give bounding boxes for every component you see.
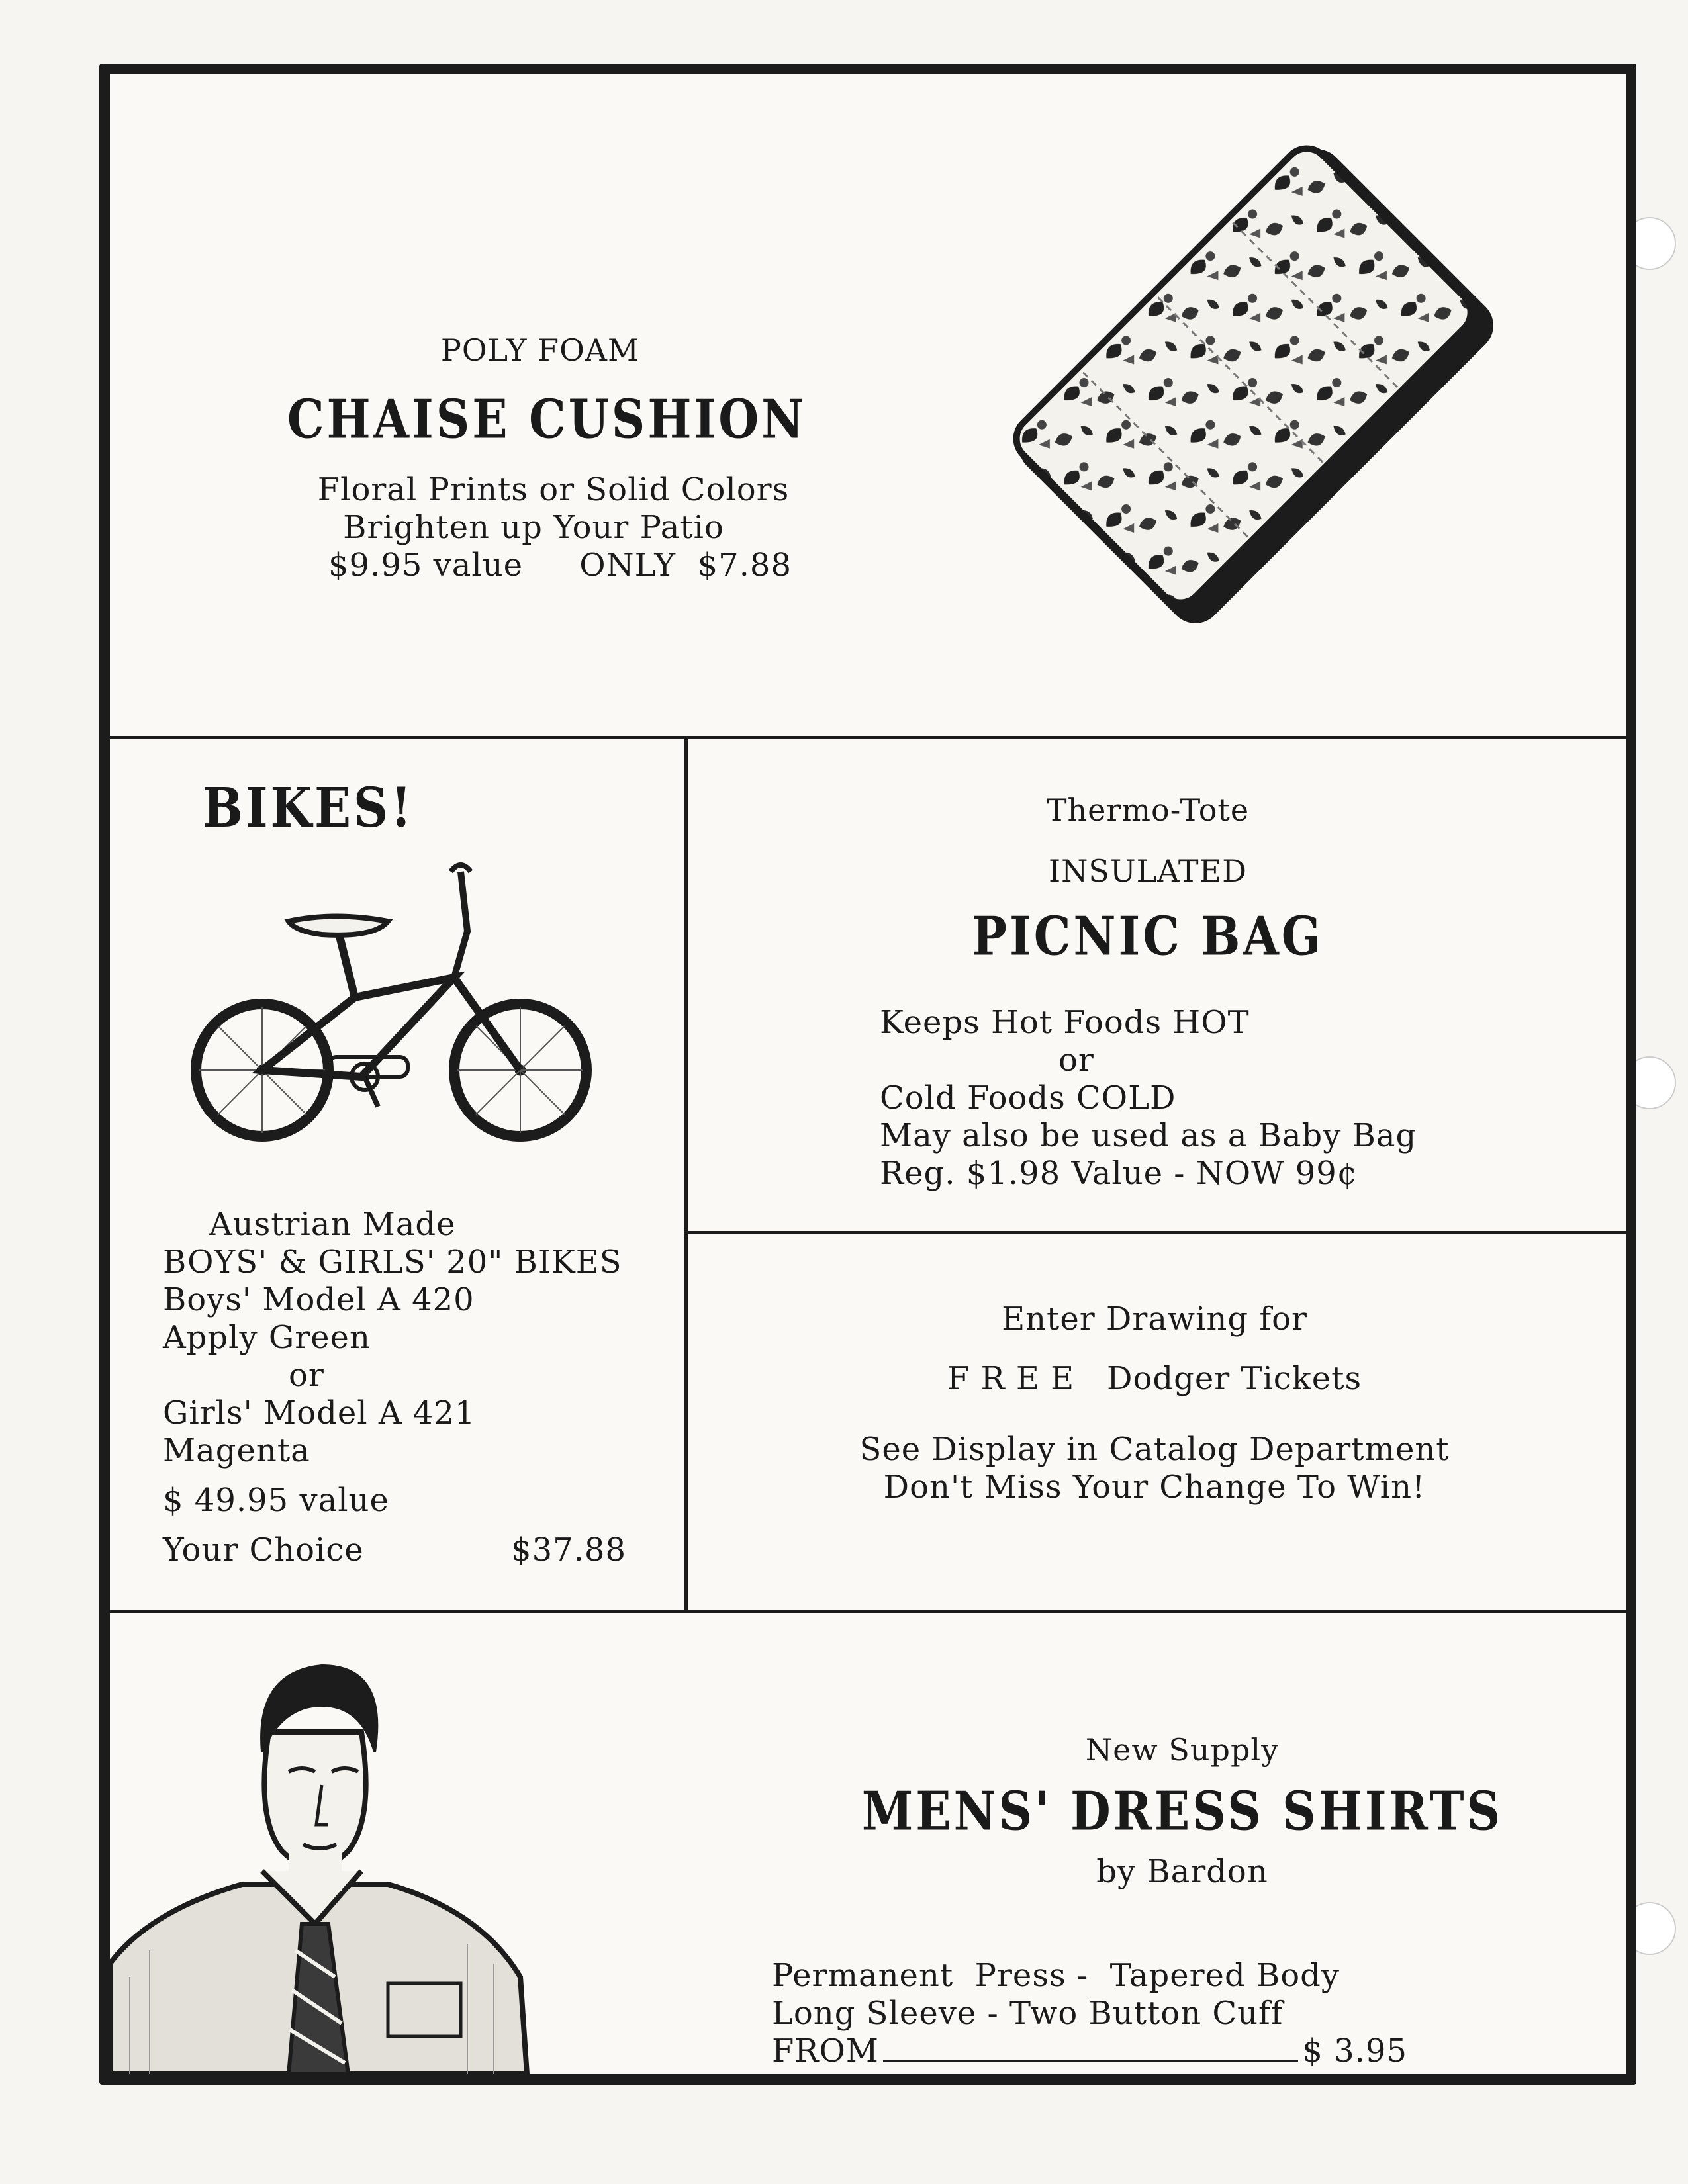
drawing-line-1: Enter Drawing for (1002, 1300, 1307, 1338)
bikes-headline: BIKES! (203, 774, 414, 840)
cushion-headline: CHAISE CUSHION (287, 387, 807, 451)
shirts-line-1: Permanent Press - Tapered Body (772, 1957, 1340, 1994)
bikes-line-1: BOYS' & GIRLS' 20" BIKES (163, 1244, 622, 1281)
bikes-panel (110, 739, 684, 1610)
drawing-line-3: See Display in Catalog Department (859, 1431, 1450, 1468)
cushion-price: ONLY $7.88 (579, 547, 792, 584)
picnic-line-3: May also be used as a Baby Bag (880, 1117, 1417, 1154)
bikes-choice-price: $37.88 (511, 1531, 626, 1569)
shirts-kicker: New Supply (1085, 1732, 1280, 1768)
cushion-panel (110, 74, 1626, 736)
bikes-line-2: Boys' Model A 420 (163, 1281, 475, 1318)
picnic-brand: Thermo-Tote (1046, 792, 1250, 828)
picnic-line-4: Reg. $1.98 Value - NOW 99¢ (880, 1155, 1358, 1192)
picnic-kicker: INSULATED (1048, 853, 1248, 889)
shirts-leader-line (883, 2060, 1298, 2062)
shirts-panel (110, 1613, 1626, 2074)
cushion-value: $9.95 value (328, 547, 524, 584)
picnic-panel (688, 739, 1626, 1231)
shirts-headline: MENS' DRESS SHIRTS (861, 1779, 1503, 1843)
shirts-from-label: FROM (772, 2032, 879, 2070)
flyer-frame (99, 64, 1636, 2085)
bikes-line-3: Apply Green (163, 1319, 371, 1356)
shirts-line-2: Long Sleeve - Two Button Cuff (772, 1995, 1284, 2032)
drawing-line-2: F R E E Dodger Tickets (947, 1360, 1362, 1397)
bikes-line-5: Magenta (163, 1432, 310, 1469)
picnic-headline: PICNIC BAG (972, 904, 1324, 968)
bike-illustration (189, 858, 600, 1150)
picnic-line-2: Cold Foods COLD (880, 1079, 1176, 1116)
picnic-line-1: Keeps Hot Foods HOT (880, 1004, 1250, 1041)
picnic-or: or (1058, 1042, 1094, 1079)
drawing-panel (688, 1234, 1626, 1610)
shirts-brand: by Bardon (1096, 1853, 1268, 1890)
shirt-model-illustration (110, 1633, 534, 2074)
bikes-choice-label: Your Choice (163, 1531, 364, 1569)
cushion-line-1: Floral Prints or Solid Colors (317, 471, 790, 508)
cushion-line-2: Brighten up Your Patio (343, 509, 724, 546)
bikes-or: or (289, 1357, 324, 1394)
shirts-price: $ 3.95 (1302, 2032, 1407, 2070)
cushion-kicker: POLY FOAM (440, 332, 640, 368)
bikes-line-4: Girls' Model A 421 (163, 1394, 476, 1432)
drawing-line-4: Don't Miss Your Change To Win! (883, 1469, 1426, 1506)
cushion-illustration (997, 120, 1553, 690)
bikes-value: $ 49.95 value (163, 1482, 389, 1519)
bikes-origin: Austrian Made (209, 1206, 456, 1243)
